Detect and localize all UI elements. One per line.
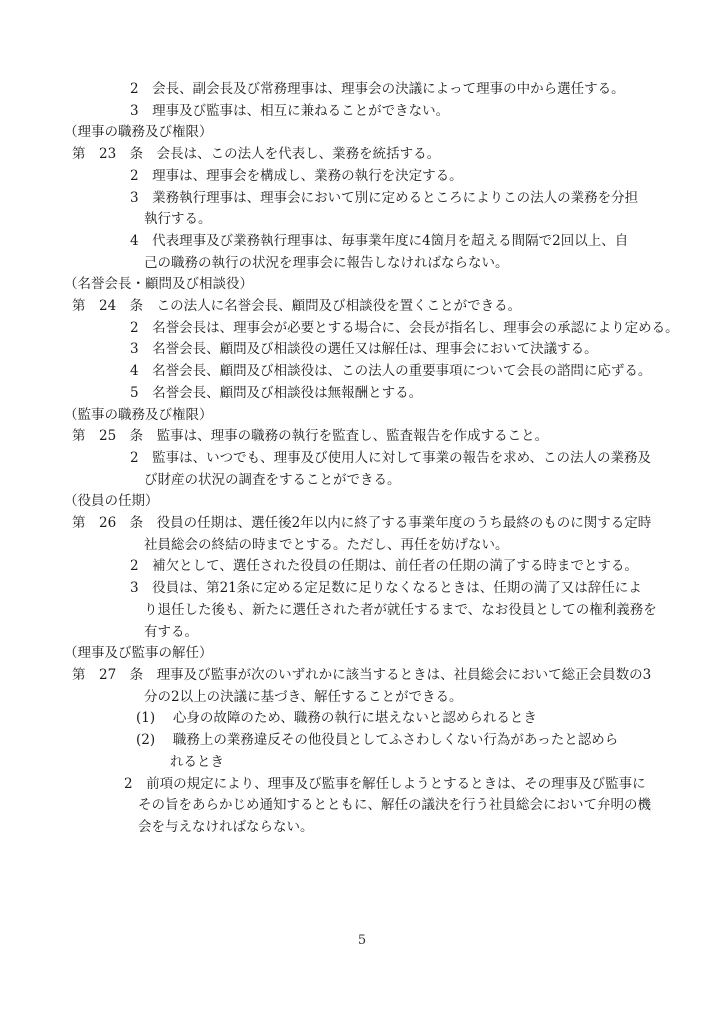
list-item: (1) 心身の故障のため、職務の執行に堪えないと認められるとき [136,710,537,727]
document-body [64,79,704,839]
doc-line: 4 代表理事及び業務執行理事は、毎事業年度に4箇月を超える間隔で2回以上、自 [130,232,629,249]
doc-line: 2 監事は、いつでも、理事及び使用人に対して事業の報告を求め、この法人の業務及 [130,449,652,466]
doc-line: 会を与えなければならない。 [138,818,314,835]
doc-line: 2 名誉会長は、理事会が必要とする場合に、会長が指名し、理事会の承認により定める。 [130,319,679,336]
doc-line: 3 役員は、第21条に定める定足数に足りなくなるときは、任期の満了又は辞任によ [130,580,642,597]
article-line: 第 24 条 この法人に名誉会長、顧問及び相談役を置くことができる。 [72,298,522,315]
section-heading: （名誉会長・顧問及び相談役） [64,276,253,293]
doc-line: 分の2以上の決議に基づき、解任することができる。 [144,688,463,705]
article-line: 第 27 条 理事及び監事が次のいずれかに該当するときは、社員総会において総正会員数の3 [72,666,652,683]
list-item: (2) 職務上の業務違反その他役員としてふさわしくない行為があったと認めら [136,732,619,749]
article-line: 第 23 条 会長は、この法人を代表し、業務を統括する。 [72,146,441,163]
doc-line: れるとき [170,753,224,770]
section-heading: （監事の職務及び権限） [64,406,213,423]
page-number: 5 [357,933,367,948]
doc-line: 有する。 [144,623,198,640]
doc-line: び財産の状況の調査をすることができる。 [144,471,401,488]
section-heading: （役員の任期） [64,493,159,510]
doc-line: 3 名誉会長、顧問及び相談役の選任又は解任は、理事会において決議する。 [130,341,598,358]
doc-line: 2 補欠として、選任された役員の任期は、前任者の任期の満了する時までとする。 [130,558,638,575]
doc-line: 2 会長、副会長及び常務理事は、理事会の決議によって理事の中から選任する。 [130,81,625,97]
doc-line: 2 理事は、理事会を構成し、業務の執行を決定する。 [130,167,463,184]
doc-line: その旨をあらかじめ通知するとともに、解任の議決を行う社員総会において弁明の機 [138,797,651,814]
doc-line: り退任した後も、新たに選任された者が就任するまで、なお役員としての権利義務を [144,601,657,618]
doc-line: 3 理事及び監事は、相互に兼ねることができない。 [130,102,450,119]
article-line: 第 25 条 監事は、理事の職務の執行を監査し、監査報告を作成すること。 [72,428,549,445]
doc-line: 4 名誉会長、顧問及び相談役は、この法人の重要事項について会長の諮問に応ずる。 [130,363,652,380]
doc-line: 執行する。 [144,211,212,228]
doc-line: 2 前項の規定により、理事及び監事を解任しようとするときは、その理事及び監事に [124,775,646,792]
section-heading: （理事及び監事の解任） [64,645,213,662]
doc-line: 社員総会の終結の時までとする。ただし、再任を妨げない。 [144,536,509,553]
section-heading: （理事の職務及び権限） [64,124,213,141]
doc-line: 5 名誉会長、顧問及び相談役は無報酬とする。 [130,384,423,401]
doc-line: 己の職務の執行の状況を理事会に報告しなければならない。 [144,254,509,271]
doc-line: 3 業務執行理事は、理事会において別に定めるところによりこの法人の業務を分担 [130,189,639,206]
article-line: 第 26 条 役員の任期は、選任後2年以内に終了する事業年度のうち最終のものに関する定時 [72,515,652,532]
